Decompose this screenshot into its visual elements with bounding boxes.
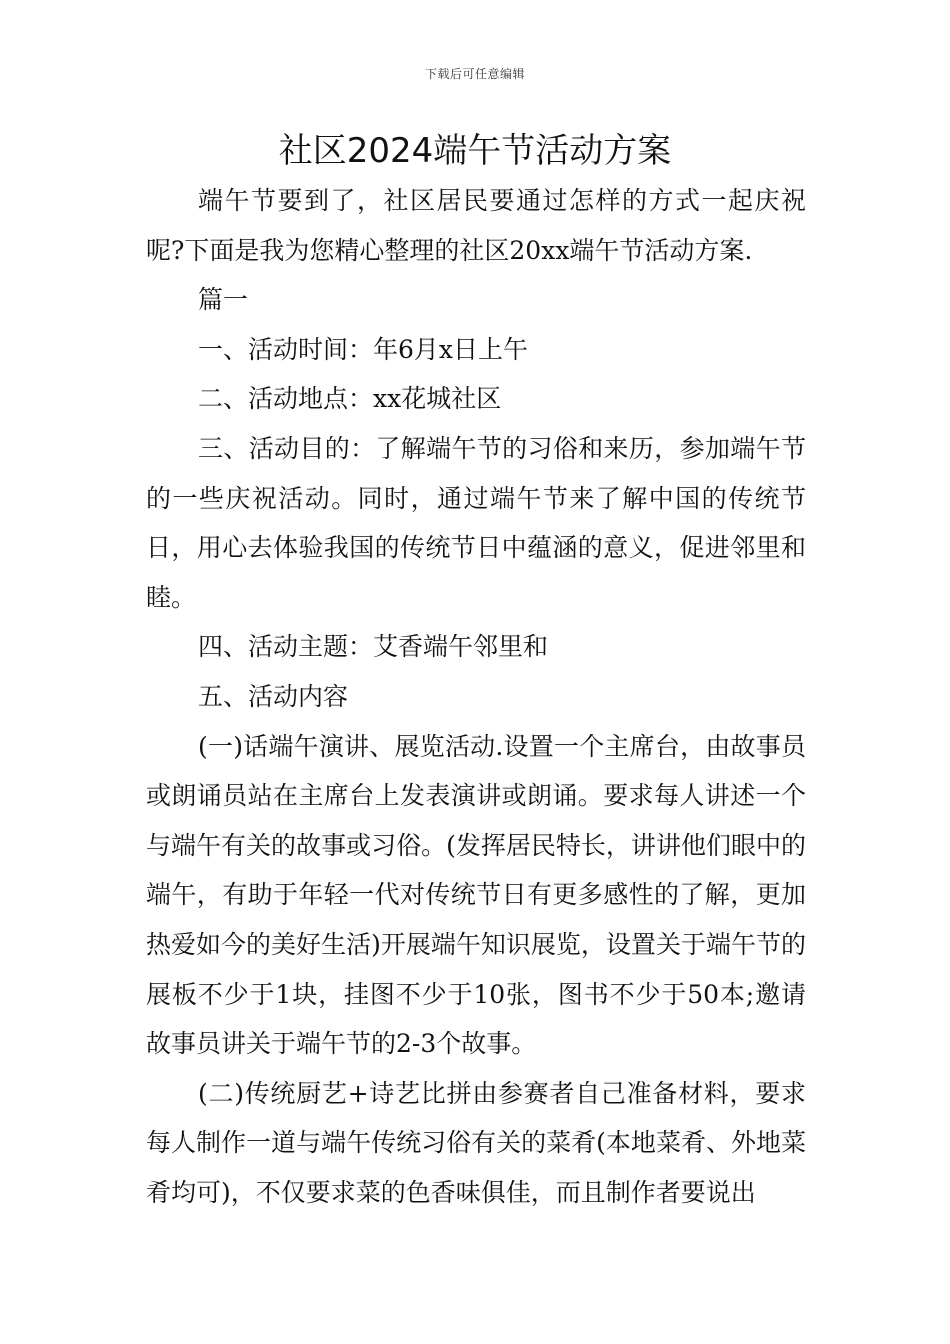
paragraph-content-item-2: (二)传统厨艺+诗艺比拼由参赛者自己准备材料，要求每人制作一道与端午传统习俗有关的菜肴(本地菜肴、外地菜肴均可)，不仅要求菜的色香味俱佳，而且制作者要说出 [146,1078,806,1207]
document-title: 社区2024端午节活动方案 [278,131,672,171]
paragraph-section-label: 篇一 [198,285,249,315]
paragraph-activity-theme: 四、活动主题：艾香端午邻里和 [198,632,549,662]
paragraph-activity-purpose: 三、活动目的：了解端午节的习俗和来历，参加端午节的一些庆祝活动。同时，通过端午节来了解中国的传统节日，用心去体验我国的传统节日中蕴涵的意义，促进邻里和睦。 [146,433,806,612]
paragraph-intro: 端午节要到了，社区居民要通过怎样的方式一起庆祝呢?下面是我为您精心整理的社区20xx端午节活动方案. [146,186,806,265]
paragraph-activity-time: 一、活动时间：年6月x日上午 [198,334,529,364]
header-note: 下载后可任意编辑 [424,67,525,81]
paragraph-content-item-1: (一)话端午演讲、展览活动.设置一个主席台，由故事员或朗诵员站在主席台上发表演讲或朗诵。要求每人讲述一个与端午有关的故事或习俗。(发挥居民特长，讲讲他们眼中的端午，有助于年轻一代对传统节日有更多感性的了解，更加热爱如今的美好生活)开展端午知识展览，设置关于端午节的展板不少于1块，挂图不少于10张，图书不少于50本;邀请故事员讲关于端午节的2-3个故事。 [146,731,806,1059]
paragraph-activity-location: 二、活动地点：xx花城社区 [198,384,502,414]
paragraph-activity-content-heading: 五、活动内容 [198,681,349,711]
document-body [146,176,806,1217]
